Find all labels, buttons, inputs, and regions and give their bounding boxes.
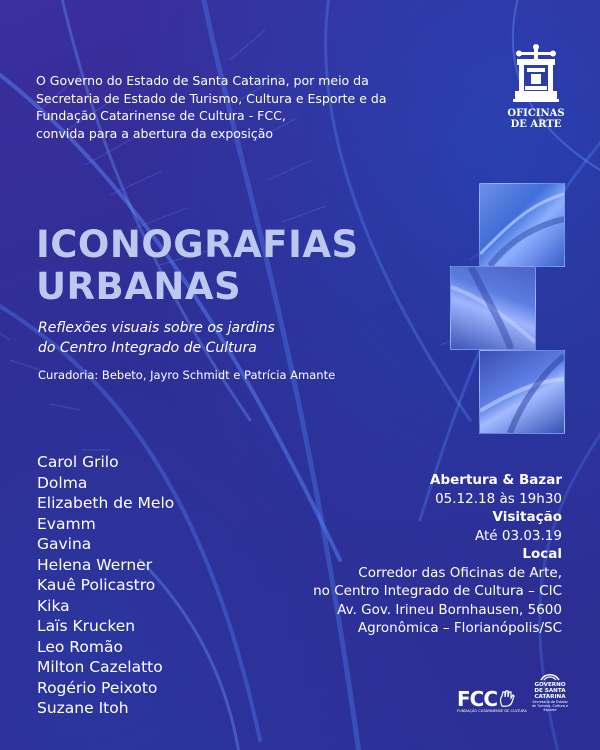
governo-santa-catarina-logo (531, 672, 569, 712)
printing-press-icon (513, 44, 559, 108)
abertura-heading: Abertura & Bazar (430, 472, 562, 488)
fcc-logo (457, 687, 527, 714)
artist-name: Leo Romão (37, 637, 123, 656)
intro-line: O Governo do Estado de Santa Catarina, por meio da (36, 73, 369, 88)
artist-name: Laïs Krucken (37, 617, 136, 635)
artist-name: Kauê Policastro (37, 576, 156, 594)
intro-line: Secretaria de Estado de Turismo, Cultura e Esporte e da (36, 90, 387, 106)
local-line: no Centro Integrado de Cultura – CIC (313, 583, 562, 599)
local-line: Agronômica – Florianópolis/SC (357, 620, 562, 636)
governo-line3: CATARINA (534, 694, 566, 700)
governo-sub: Secretaria de Estado de Turismo, Cultura e Esporte (531, 700, 569, 712)
local-heading: Local (522, 546, 562, 562)
artist-name: Evamm (37, 514, 96, 533)
invitation-intro-text (36, 72, 436, 142)
artist-name: Elizabeth de Melo (37, 494, 175, 512)
garden-photo-3 (479, 350, 565, 434)
title-line-1: ICONOGRAFIAS (36, 223, 359, 266)
subtitle-line-2: do Centro Integrado de Cultura (38, 340, 257, 356)
fcc-sub-text: FUNDAÇÃO CATARINENSE DE CULTURA (457, 709, 527, 713)
governo-line2: DE SANTA (534, 688, 566, 694)
curators-credit: Curadoria: Bebeto, Jayro Schmidt e Patrícia Amante (38, 368, 336, 382)
oficinas-de-arte-logo (505, 44, 567, 130)
governo-line1: GOVERNO (534, 682, 566, 688)
state-emblem-icon (540, 672, 560, 681)
title-line-2: URBANAS (36, 265, 242, 308)
garden-photo-2 (450, 266, 536, 350)
oficinas-logo-line1: OFICINAS (507, 108, 565, 119)
visitacao-date: Até 03.03.19 (474, 527, 562, 544)
hand-icon (498, 690, 516, 708)
exhibition-title (36, 224, 359, 308)
intro-line: Fundação Catarinense de Cultura - FCC, (36, 108, 286, 123)
exhibition-subtitle (38, 318, 275, 358)
visitacao-heading: Visitação (492, 509, 562, 525)
local-line: Av. Gov. Irineu Bornhausen, 5600 (337, 601, 562, 618)
artist-name: Suzane Itoh (37, 699, 129, 717)
artists-list (37, 452, 174, 719)
oficinas-logo-line2: DE ARTE (510, 119, 562, 130)
event-info (313, 471, 562, 638)
abertura-date: 05.12.18 às 19h30 (435, 490, 562, 507)
artist-name: Milton Cazelatto (37, 658, 163, 676)
artist-name: Rogério Peixoto (37, 678, 158, 697)
artist-name: Dolma (37, 473, 88, 492)
fcc-mark: FCC (457, 687, 498, 711)
artist-name: Kika (37, 596, 70, 615)
intro-line: convida para a abertura da exposição (36, 125, 274, 141)
artist-name: Helena Werner (37, 555, 153, 574)
subtitle-line-1: Reflexões visuais sobre os jardins (38, 320, 275, 336)
local-line: Corredor das Oficinas de Arte, (358, 564, 562, 581)
artist-name: Carol Grilo (37, 453, 119, 471)
artist-name: Gavina (37, 535, 92, 553)
garden-photo-1 (479, 183, 565, 267)
